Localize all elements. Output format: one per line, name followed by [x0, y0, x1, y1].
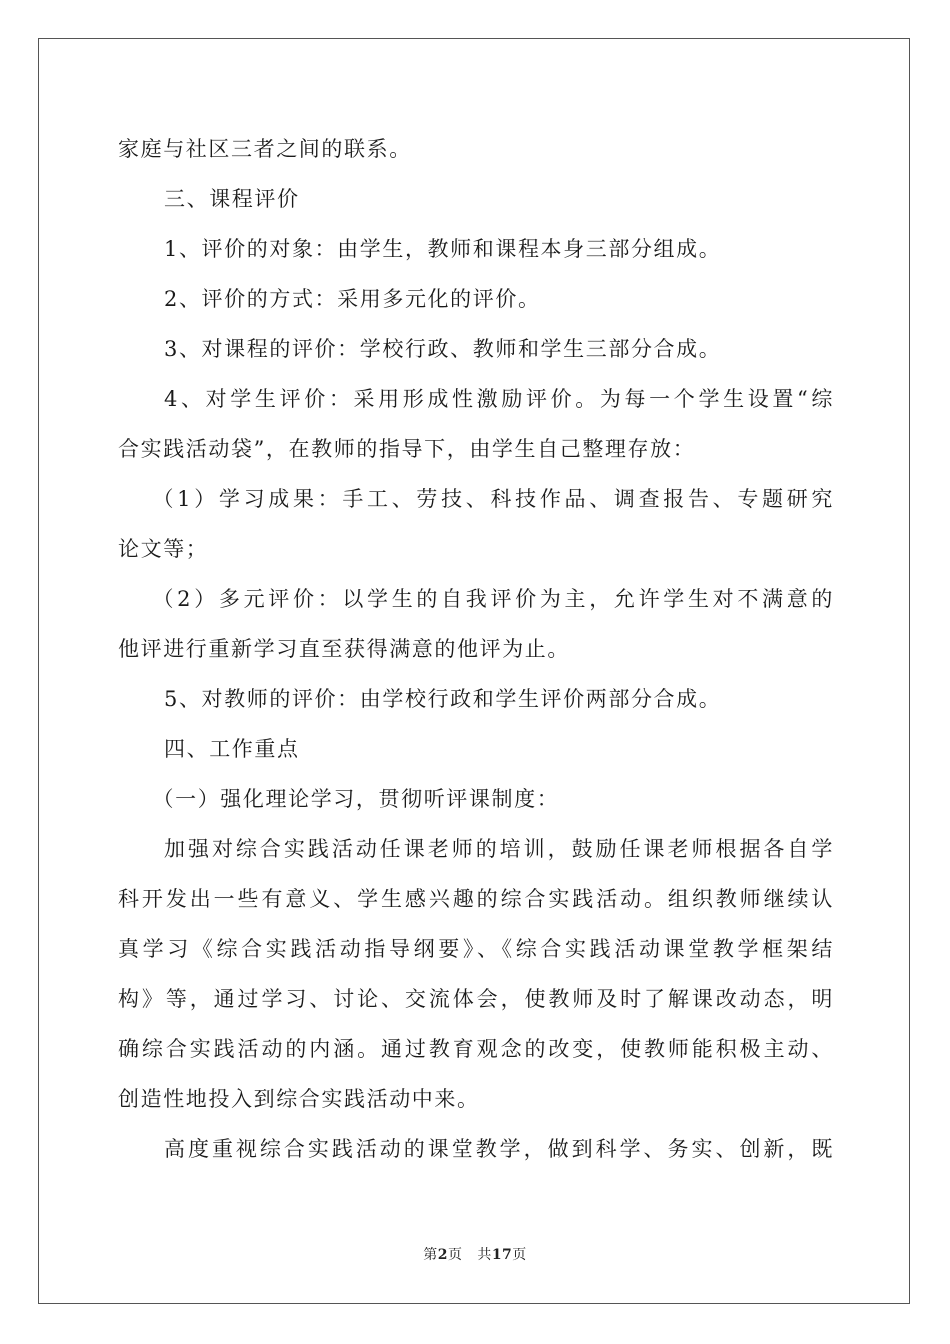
text-line: 加强对综合实践活动任课老师的培训，鼓励任课老师根据各自学 — [164, 837, 834, 861]
text-line: 科开发出一些有意义、学生感兴趣的综合实践活动。组织教师继续认 — [118, 887, 834, 911]
text-line: 确综合实践活动的内涵。通过教育观念的改变，使教师能积极主动、 — [118, 1037, 834, 1061]
text-line: 创造性地投入到综合实践活动中来。 — [118, 1087, 480, 1111]
text-line: 1、评价的对象：由学生，教师和课程本身三部分组成。 — [164, 237, 722, 261]
text-line: 高度重视综合实践活动的课堂教学，做到科学、务实、创新，既 — [164, 1137, 834, 1161]
text-line: 他评进行重新学习直至获得满意的他评为止。 — [118, 637, 570, 661]
document-body — [118, 124, 834, 1174]
text-line: 真学习《综合实践活动指导纲要》、《综合实践活动课堂教学框架结 — [118, 937, 834, 961]
footer-total-pages: 17 — [491, 1247, 513, 1263]
text-line: 家庭与社区三者之间的联系。 — [118, 137, 412, 161]
text-line: 四、工作重点 — [164, 737, 300, 761]
text-line: 2、评价的方式：采用多元化的评价。 — [164, 287, 541, 311]
footer-total-suffix: 页 — [512, 1247, 527, 1263]
text-line: 三、课程评价 — [164, 187, 300, 211]
text-line: 4、对学生评价：采用形成性激励评价。为每一个学生设置“综 — [164, 387, 834, 411]
page-footer — [0, 1244, 950, 1264]
text-line: 3、对课程的评价：学校行政、教师和学生三部分合成。 — [164, 337, 722, 361]
text-line: 5、对教师的评价：由学校行政和学生评价两部分合成。 — [164, 687, 722, 711]
text-line: （1）学习成果：手工、劳技、科技作品、调查报告、专题研究 — [152, 487, 834, 511]
footer-page-suffix: 页 — [447, 1247, 463, 1263]
text-line: （2）多元评价：以学生的自我评价为主，允许学生对不满意的 — [152, 587, 834, 611]
footer-page-number: 2 — [437, 1247, 448, 1263]
footer-prefix: 第 — [423, 1247, 438, 1263]
text-line: 论文等； — [118, 537, 209, 561]
text-line: （一）强化理论学习，贯彻听评课制度： — [152, 787, 560, 811]
footer-total-prefix: 共 — [477, 1247, 492, 1263]
text-line: 合实践活动袋”，在教师的指导下，由学生自己整理存放： — [118, 437, 696, 461]
text-line: 构》等，通过学习、讨论、交流体会，使教师及时了解课改动态，明 — [118, 987, 834, 1011]
